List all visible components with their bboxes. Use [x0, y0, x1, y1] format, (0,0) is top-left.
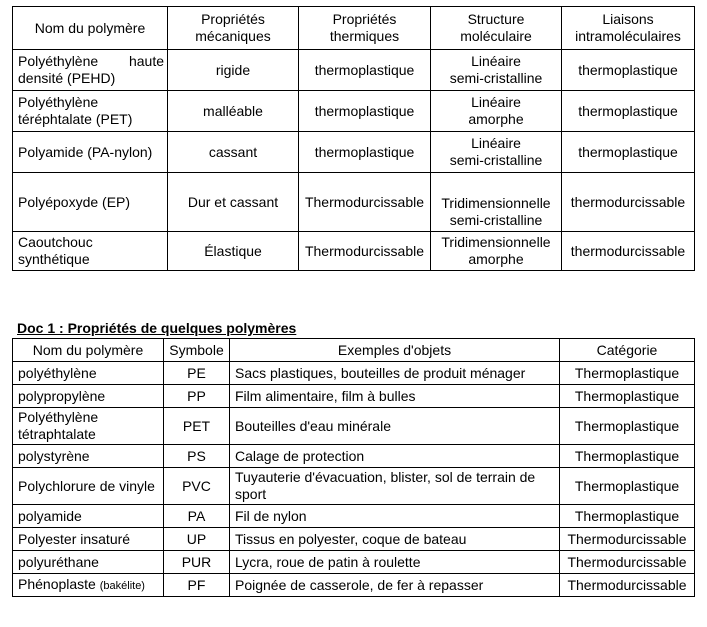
header-cell: Nom du polymère — [13, 7, 168, 50]
symbol-cell: PE — [164, 362, 230, 385]
mechanical-cell: rigide — [168, 50, 299, 91]
examples-cell: Fil de nylon — [230, 505, 560, 528]
category-cell: Thermoplastique — [560, 385, 695, 408]
polymer-name-cell: Polychlorure de vinyle — [13, 468, 164, 505]
category-cell: Thermoplastique — [560, 468, 695, 505]
polymer-name-cell: polyamide — [13, 505, 164, 528]
table-row — [13, 468, 695, 505]
bonds-cell: thermodurcissable — [562, 173, 695, 232]
symbol-cell: PP — [164, 385, 230, 408]
polymer-name-cell: polypropylène — [13, 385, 164, 408]
thermal-cell: Thermodurcissable — [299, 232, 431, 271]
structure-cell: Tridimensionnelle amorphe — [431, 232, 562, 271]
examples-cell: Bouteilles d'eau minérale — [230, 408, 560, 445]
table-row — [13, 408, 695, 445]
thermal-cell: thermoplastique — [299, 50, 431, 91]
header-cell: Propriétés thermiques — [299, 7, 431, 50]
table-row — [13, 505, 695, 528]
category-cell: Thermodurcissable — [560, 551, 695, 574]
symbol-cell: PET — [164, 408, 230, 445]
table-row — [13, 445, 695, 468]
table-row — [13, 574, 695, 597]
thermal-cell: Thermodurcissable — [299, 173, 431, 232]
examples-cell: Film alimentaire, film à bulles — [230, 385, 560, 408]
polymer-name-cell: Polyéthylène haute densité (PEHD) — [13, 50, 168, 91]
table-row — [13, 50, 695, 91]
thermal-cell: thermoplastique — [299, 91, 431, 132]
mechanical-cell: Dur et cassant — [168, 173, 299, 232]
category-cell: Thermoplastique — [560, 408, 695, 445]
polymer-name-cell: Polyester insaturé — [13, 528, 164, 551]
category-cell: Thermoplastique — [560, 445, 695, 468]
bonds-cell: thermoplastique — [562, 132, 695, 173]
mechanical-cell: cassant — [168, 132, 299, 173]
polymer-name-cell: Caoutchouc synthétique — [13, 232, 168, 271]
bonds-cell: thermoplastique — [562, 50, 695, 91]
table-header-row — [13, 339, 695, 362]
category-cell: Thermodurcissable — [560, 528, 695, 551]
polymer-name-cell: Polyéthylène tétraphtalate — [13, 408, 164, 445]
header-cell: Structure moléculaire — [431, 7, 562, 50]
header-cell: Propriétés mécaniques — [168, 7, 299, 50]
polymer-name-cell: Polyéthylène téréphtalate (PET) — [13, 91, 168, 132]
examples-cell: Calage de protection — [230, 445, 560, 468]
examples-cell: Lycra, roue de patin à roulette — [230, 551, 560, 574]
polymer-name-cell: polyéthylène — [13, 362, 164, 385]
polymer-examples-table — [12, 338, 695, 597]
structure-cell: Linéaire semi-cristalline — [431, 50, 562, 91]
polymer-name-cell: polystyrène — [13, 445, 164, 468]
category-cell: Thermodurcissable — [560, 574, 695, 597]
symbol-cell: UP — [164, 528, 230, 551]
structure-cell: Tridimensionnelle semi-cristalline — [431, 173, 562, 232]
polymer-name-note: (bakélite) — [99, 579, 145, 592]
symbol-cell: PS — [164, 445, 230, 468]
bonds-cell: thermoplastique — [562, 91, 695, 132]
table-row — [13, 362, 695, 385]
symbol-cell: PA — [164, 505, 230, 528]
table-row — [13, 528, 695, 551]
header-cell: Liaisons intramoléculaires — [562, 7, 695, 50]
polymer-name-text: Phénoplaste — [18, 575, 96, 592]
category-cell: Thermoplastique — [560, 505, 695, 528]
symbol-cell: PF — [164, 574, 230, 597]
doc-title: Doc 1 : Propriétés de quelques polymères — [17, 320, 297, 336]
header-cell: Nom du polymère — [13, 339, 164, 362]
polymer-name-cell: Polyamide (PA-nylon) — [13, 132, 168, 173]
table-row — [13, 385, 695, 408]
mechanical-cell: malléable — [168, 91, 299, 132]
header-cell: Catégorie — [560, 339, 695, 362]
examples-cell: Poignée de casserole, de fer à repasser — [230, 574, 560, 597]
table-row — [13, 551, 695, 574]
structure-cell: Linéaire amorphe — [431, 91, 562, 132]
header-cell: Symbole — [164, 339, 230, 362]
table-row — [13, 132, 695, 173]
table-row — [13, 232, 695, 271]
symbol-cell: PVC — [164, 468, 230, 505]
polymer-name-cell: polyuréthane — [13, 551, 164, 574]
examples-cell: Tissus en polyester, coque de bateau — [230, 528, 560, 551]
examples-cell: Tuyauterie d'évacuation, blister, sol de terrain de sport — [230, 468, 560, 505]
table-row — [13, 173, 695, 232]
polymer-properties-table — [12, 6, 695, 271]
header-cell: Exemples d'objets — [230, 339, 560, 362]
structure-cell: Linéaire semi-cristalline — [431, 132, 562, 173]
examples-cell: Sacs plastiques, bouteilles de produit ménager — [230, 362, 560, 385]
polymer-name-cell: Polyépoxyde (EP) — [13, 173, 168, 232]
category-cell: Thermoplastique — [560, 362, 695, 385]
thermal-cell: thermoplastique — [299, 132, 431, 173]
mechanical-cell: Élastique — [168, 232, 299, 271]
polymer-name-cell — [13, 574, 164, 597]
symbol-cell: PUR — [164, 551, 230, 574]
bonds-cell: thermodurcissable — [562, 232, 695, 271]
table-header-row — [13, 7, 695, 50]
table-row — [13, 91, 695, 132]
